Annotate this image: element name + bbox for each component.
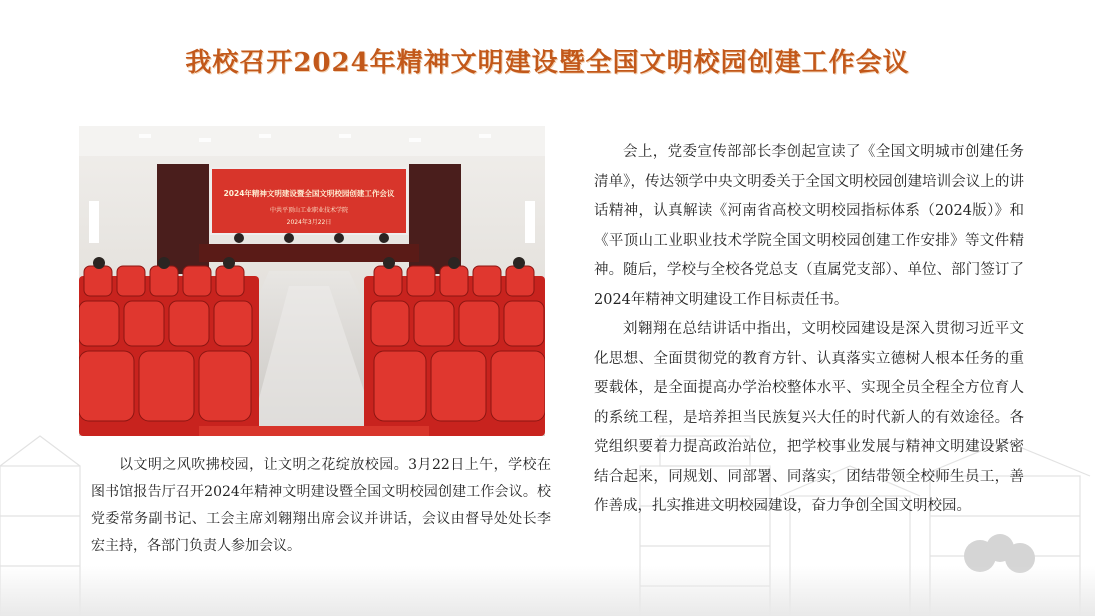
meeting-photo [79,126,545,436]
banner-title: 2024年精神文明建设暨全国文明校园创建工作会议 [223,189,395,198]
article-paragraph-2: 刘翱翔在总结讲话中指出，文明校园建设是深入贯彻习近平文化思想、全面贯彻党的教育方针、认真落实立德树人根本任务的重要载体，是全面提高办学治校整体水平、实现全员全程全方位育人的系统工程，是培养担当民族复兴大任的时代新人的有效途径。各党组织要着力提高政治站位，把学校事业发展与精神文明建设紧密结合起来，同规划、同部署、同落实，团结带领全校师生员工，善作善成，扎实推进文明校园建设，奋力争创全国文明校园。 [594,321,1024,514]
caption-text: 以文明之风吹拂校园，让文明之花绽放校园。3月22日上午，学校在图书馆报告厅召开2024年精神文明建设暨全国文明校园创建工作会议。校党委常务副书记、工会主席刘翱翔出席会议并讲话，会议由督导处处长李宏主持，各部门负责人参加会议。 [91,457,551,554]
article-body [594,138,1024,522]
banner-org: 中共平顶山工业职业技术学院 [269,207,349,214]
article-paragraph-1: 会上，党委宣传部部长李创起宣读了《全国文明城市创建任务清单》，传达领学中央文明委关于全国文明校园创建培训会议上的讲话精神，认真解读《河南省高校文明校园指标体系（2024版）》和《平顶山工业职业技术学院全国文明校园创建工作安排》等文件精神。随后，学校与全校各党总支（直属党支部）、单位、部门签订了2024年精神文明建设工作目标责任书。 [594,144,1024,308]
bottom-fade [0,566,1095,616]
banner-date: 2024年3月22日 [286,219,332,226]
photo-caption [91,452,551,560]
page-title: 我校召开2024年精神文明建设暨全国文明校园创建工作会议 [185,48,910,78]
